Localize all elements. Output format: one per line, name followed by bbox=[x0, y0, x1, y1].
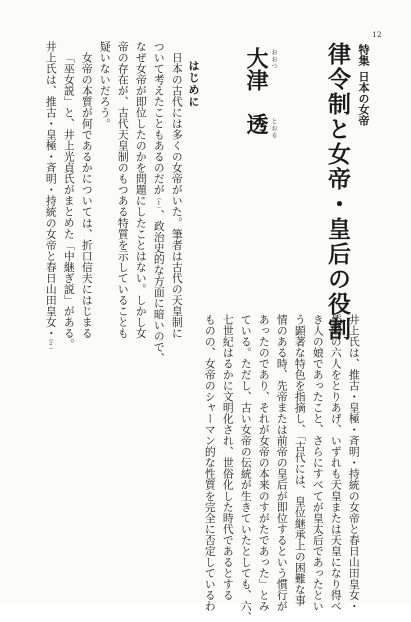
series-theme: 日本の女帝 bbox=[357, 71, 370, 126]
text-column: なぜ女帝が即位したのかを問題にしたことはない。しかし女 bbox=[134, 41, 148, 339]
series-label bbox=[355, 44, 371, 126]
author-given: 透 bbox=[243, 113, 269, 135]
text-column: 日本の古代には多くの女帝がいた。筆者は古代の天皇制に bbox=[170, 52, 184, 339]
text-column: 倭姫の六人をとりあげ、いずれも天皇または天皇になり得べ bbox=[329, 314, 343, 612]
text-column bbox=[153, 41, 164, 364]
text-column: ものの、女帝のシャーマン的な性質を完全に否定しているわ bbox=[203, 314, 217, 612]
author-name bbox=[241, 47, 272, 135]
text-column: 情のある時、先帝または前帝の皇后が即位するという慣行が bbox=[275, 314, 289, 612]
note-marker: （2） bbox=[47, 338, 54, 353]
section-heading: はじめに bbox=[187, 60, 200, 108]
text-column: 七世紀はるかに文明化され、世俗化した時代であるとする bbox=[221, 314, 235, 601]
text-column: 井上氏は、推古・皇極・斉明・持統の女帝と春日山田皇女・ bbox=[347, 314, 361, 612]
text-column: あったのであり、それが女帝の本来のすがたであった」とみ bbox=[257, 314, 271, 612]
author-surname: 大津 bbox=[243, 47, 269, 91]
text-column: 帝の存在が、古代天皇制のもつある特質を示していることも bbox=[116, 41, 130, 339]
text-column bbox=[45, 41, 56, 353]
article-title: 律令制と女帝・皇后の役割 bbox=[324, 42, 351, 342]
text-run: 、政治史的な方面に暗いので、 bbox=[152, 209, 166, 364]
text-run: ついて考えたこともあるのだが bbox=[152, 41, 166, 196]
text-column: き人の娘であったこと、さらにすべてが皇太后であったとい bbox=[311, 314, 325, 612]
text-column: う顕著な特色を指摘し、「古代には、皇位継承上の困難な事 bbox=[293, 314, 307, 607]
note-marker: （1） bbox=[155, 195, 162, 210]
text-run: 井上氏は、推古・皇極・斉明・持統の女帝と春日山田皇女・ bbox=[44, 41, 58, 339]
author-given-ruby: とおる bbox=[270, 118, 277, 139]
text-column: 「巫女説」と、井上光貞氏がまとめた「中継ぎ説」がある。 bbox=[62, 52, 76, 350]
page-number: 12 bbox=[372, 31, 382, 39]
author-surname-ruby: おおつ bbox=[270, 49, 277, 70]
series-tag: 特集 bbox=[357, 44, 370, 66]
text-column: 女帝の本質が何であるかについては、折口信夫にはじまる bbox=[80, 41, 94, 339]
text-column: 疑いないだろう。 bbox=[98, 41, 112, 130]
text-column: ている。ただし、古い女帝の伝統が生きていたとしても、六、 bbox=[239, 314, 253, 622]
